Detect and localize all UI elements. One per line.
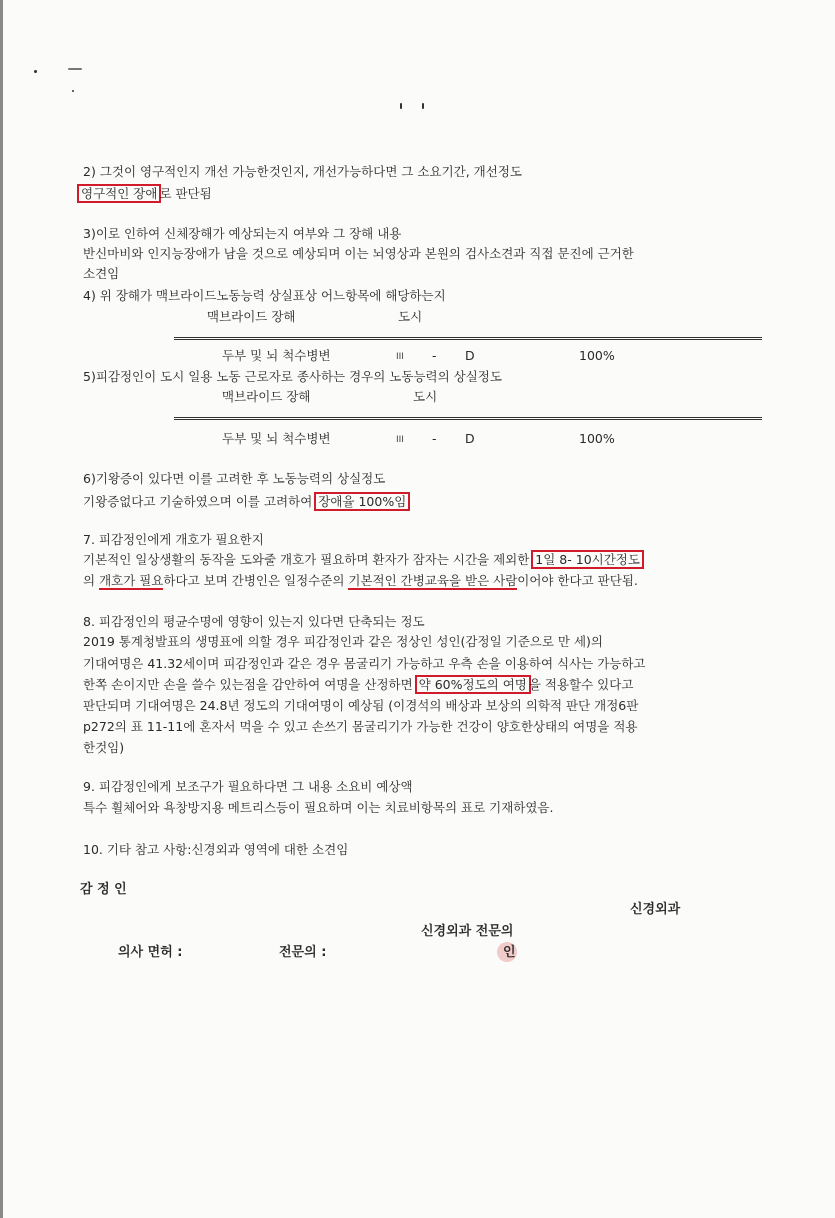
item8-line1: 2019 통계청발표의 생명표에 의할 경우 피감정인과 같은 정상인 성인(감정일 기준으로 만 세)의 <box>83 634 603 649</box>
scan-speck <box>34 70 37 73</box>
item5-row-percent: 100% <box>579 431 615 446</box>
item4-table-rule <box>174 337 762 340</box>
specialist-label: 전문의 : <box>279 945 327 960</box>
item7-line2 <box>83 573 638 589</box>
item5-row-dash: - <box>432 431 437 446</box>
item7-line2-pre: 의 <box>83 573 100 588</box>
item8-line3-boxed: 약 60%정도의 여명 <box>415 675 531 694</box>
item7-line1-pre: 기본적인 일상생활의 동작을 도와줄 개호가 필요하며 환자가 잠자는 시간을 제외한 <box>83 552 530 567</box>
item5-table-rule <box>174 417 762 420</box>
item8-line3 <box>83 677 633 693</box>
item5-row-category: 두부 및 뇌 척수병변 <box>222 431 331 446</box>
scan-speck <box>422 103 424 109</box>
item8-line4: 판단되며 기대여명은 24.8년 정도의 기대여명이 예상됨 (이경석의 배상과 보상의 의학적 판단 개정6판 <box>83 698 639 713</box>
item8-line3-post: 을 적용할수 있다고 <box>528 677 634 692</box>
scan-speck <box>68 68 82 70</box>
item4-row-percent: 100% <box>579 348 615 363</box>
item4-row-grade: III <box>396 352 404 362</box>
item9-answer: 특수 휠체어와 욕창방지용 메트리스등이 필요하며 이는 치료비항목의 표로 기재하였음. <box>83 800 554 815</box>
item7-line1 <box>83 552 642 568</box>
item6-answer <box>83 494 408 510</box>
item8-line2: 기대여명은 41.32세이며 피감정인과 같은 경우 몸굴리기 가능하고 우측 손을 이용하여 식사는 가능하고 <box>83 656 646 671</box>
item2-answer-boxed: 영구적인 장애 <box>77 184 161 203</box>
scan-speck <box>72 90 74 92</box>
item8-question: 8. 피감정인의 평균수명에 영향이 있는지 있다면 단축되는 정도 <box>83 614 425 629</box>
seal-label: 인 <box>503 945 516 960</box>
item4-header-mcbride: 맥브라이드 장해 <box>207 309 296 324</box>
item3-answer-line1: 반신마비와 인지능장애가 남을 것으로 예상되며 이는 뇌영상과 본원의 검사소견과 직접 문진에 근거한 <box>83 246 634 261</box>
item3-answer-line2: 소견임 <box>83 266 120 281</box>
item4-header-city: 도시 <box>398 309 423 324</box>
scan-speck <box>400 103 402 109</box>
examiner-heading: 감 정 인 <box>80 882 127 897</box>
item7-line2-mid: 하다고 보며 간병인은 일정수준의 <box>163 573 349 588</box>
item5-header-city: 도시 <box>413 389 438 404</box>
item2-answer <box>79 186 212 202</box>
item3-question: 3)이로 인하여 신체장해가 예상되는지 여부와 그 장해 내용 <box>83 226 402 241</box>
item5-row-code: D <box>465 431 475 446</box>
scan-page-edge <box>0 0 3 1218</box>
item7-underline-education: 기본적인 간병교육을 받은 사람 <box>348 573 518 588</box>
item9-question: 9. 피감정인에게 보조구가 필요하다면 그 내용 소요비 예상액 <box>83 779 413 794</box>
item2-question: 2) 그것이 영구적인지 개선 가능한것인지, 개선가능하다면 그 소요기간, 개선정도 <box>83 164 522 179</box>
license-label: 의사 면허 : <box>118 945 183 960</box>
item8-line6: 한것임) <box>83 740 125 755</box>
item10-text: 10. 기타 참고 사항:신경외과 영역에 대한 소견임 <box>83 842 349 857</box>
item6-answer-pre: 기왕증없다고 기술하였으며 이를 고려하여 <box>83 494 313 509</box>
item4-row-dash: - <box>432 348 437 363</box>
item7-line1-boxed: 1일 8- 10시간정도 <box>531 550 644 569</box>
item4-row-category: 두부 및 뇌 척수병변 <box>222 348 331 363</box>
item5-header-mcbride: 맥브라이드 장해 <box>222 389 311 404</box>
item7-question: 7. 피감정인에게 개호가 필요한지 <box>83 532 264 547</box>
item7-line2-post: 이어야 한다고 판단됨. <box>517 573 638 588</box>
item8-line3-pre: 한쪽 손이지만 손을 쓸수 있는점을 감안하여 여명을 산정하면 <box>83 677 417 692</box>
item4-row-code: D <box>465 348 475 363</box>
item5-question: 5)피감정인이 도시 일용 노동 근로자로 종사하는 경우의 노동능력의 상실정도 <box>83 369 502 384</box>
department-label: 신경외과 <box>630 902 681 917</box>
item6-question: 6)기왕증이 있다면 이를 고려한 후 노동능력의 상실정도 <box>83 471 386 486</box>
item4-question: 4) 위 장해가 맥브라이드노동능력 상실표상 어느항목에 해당하는지 <box>83 288 446 303</box>
item6-answer-boxed: 장애율 100%임 <box>314 492 410 511</box>
specialist-title: 신경외과 전문의 <box>421 924 514 939</box>
item7-underline-care: 개호가 필요 <box>99 573 164 588</box>
item2-answer-rest: 로 판단됨 <box>159 186 212 201</box>
item8-line5: p272의 표 11-11에 혼자서 먹을 수 있고 손쓰기 몸굴리기가 가능한 건강이 양호한상태의 여명을 적용 <box>83 719 638 734</box>
item5-row-grade: III <box>396 435 404 445</box>
